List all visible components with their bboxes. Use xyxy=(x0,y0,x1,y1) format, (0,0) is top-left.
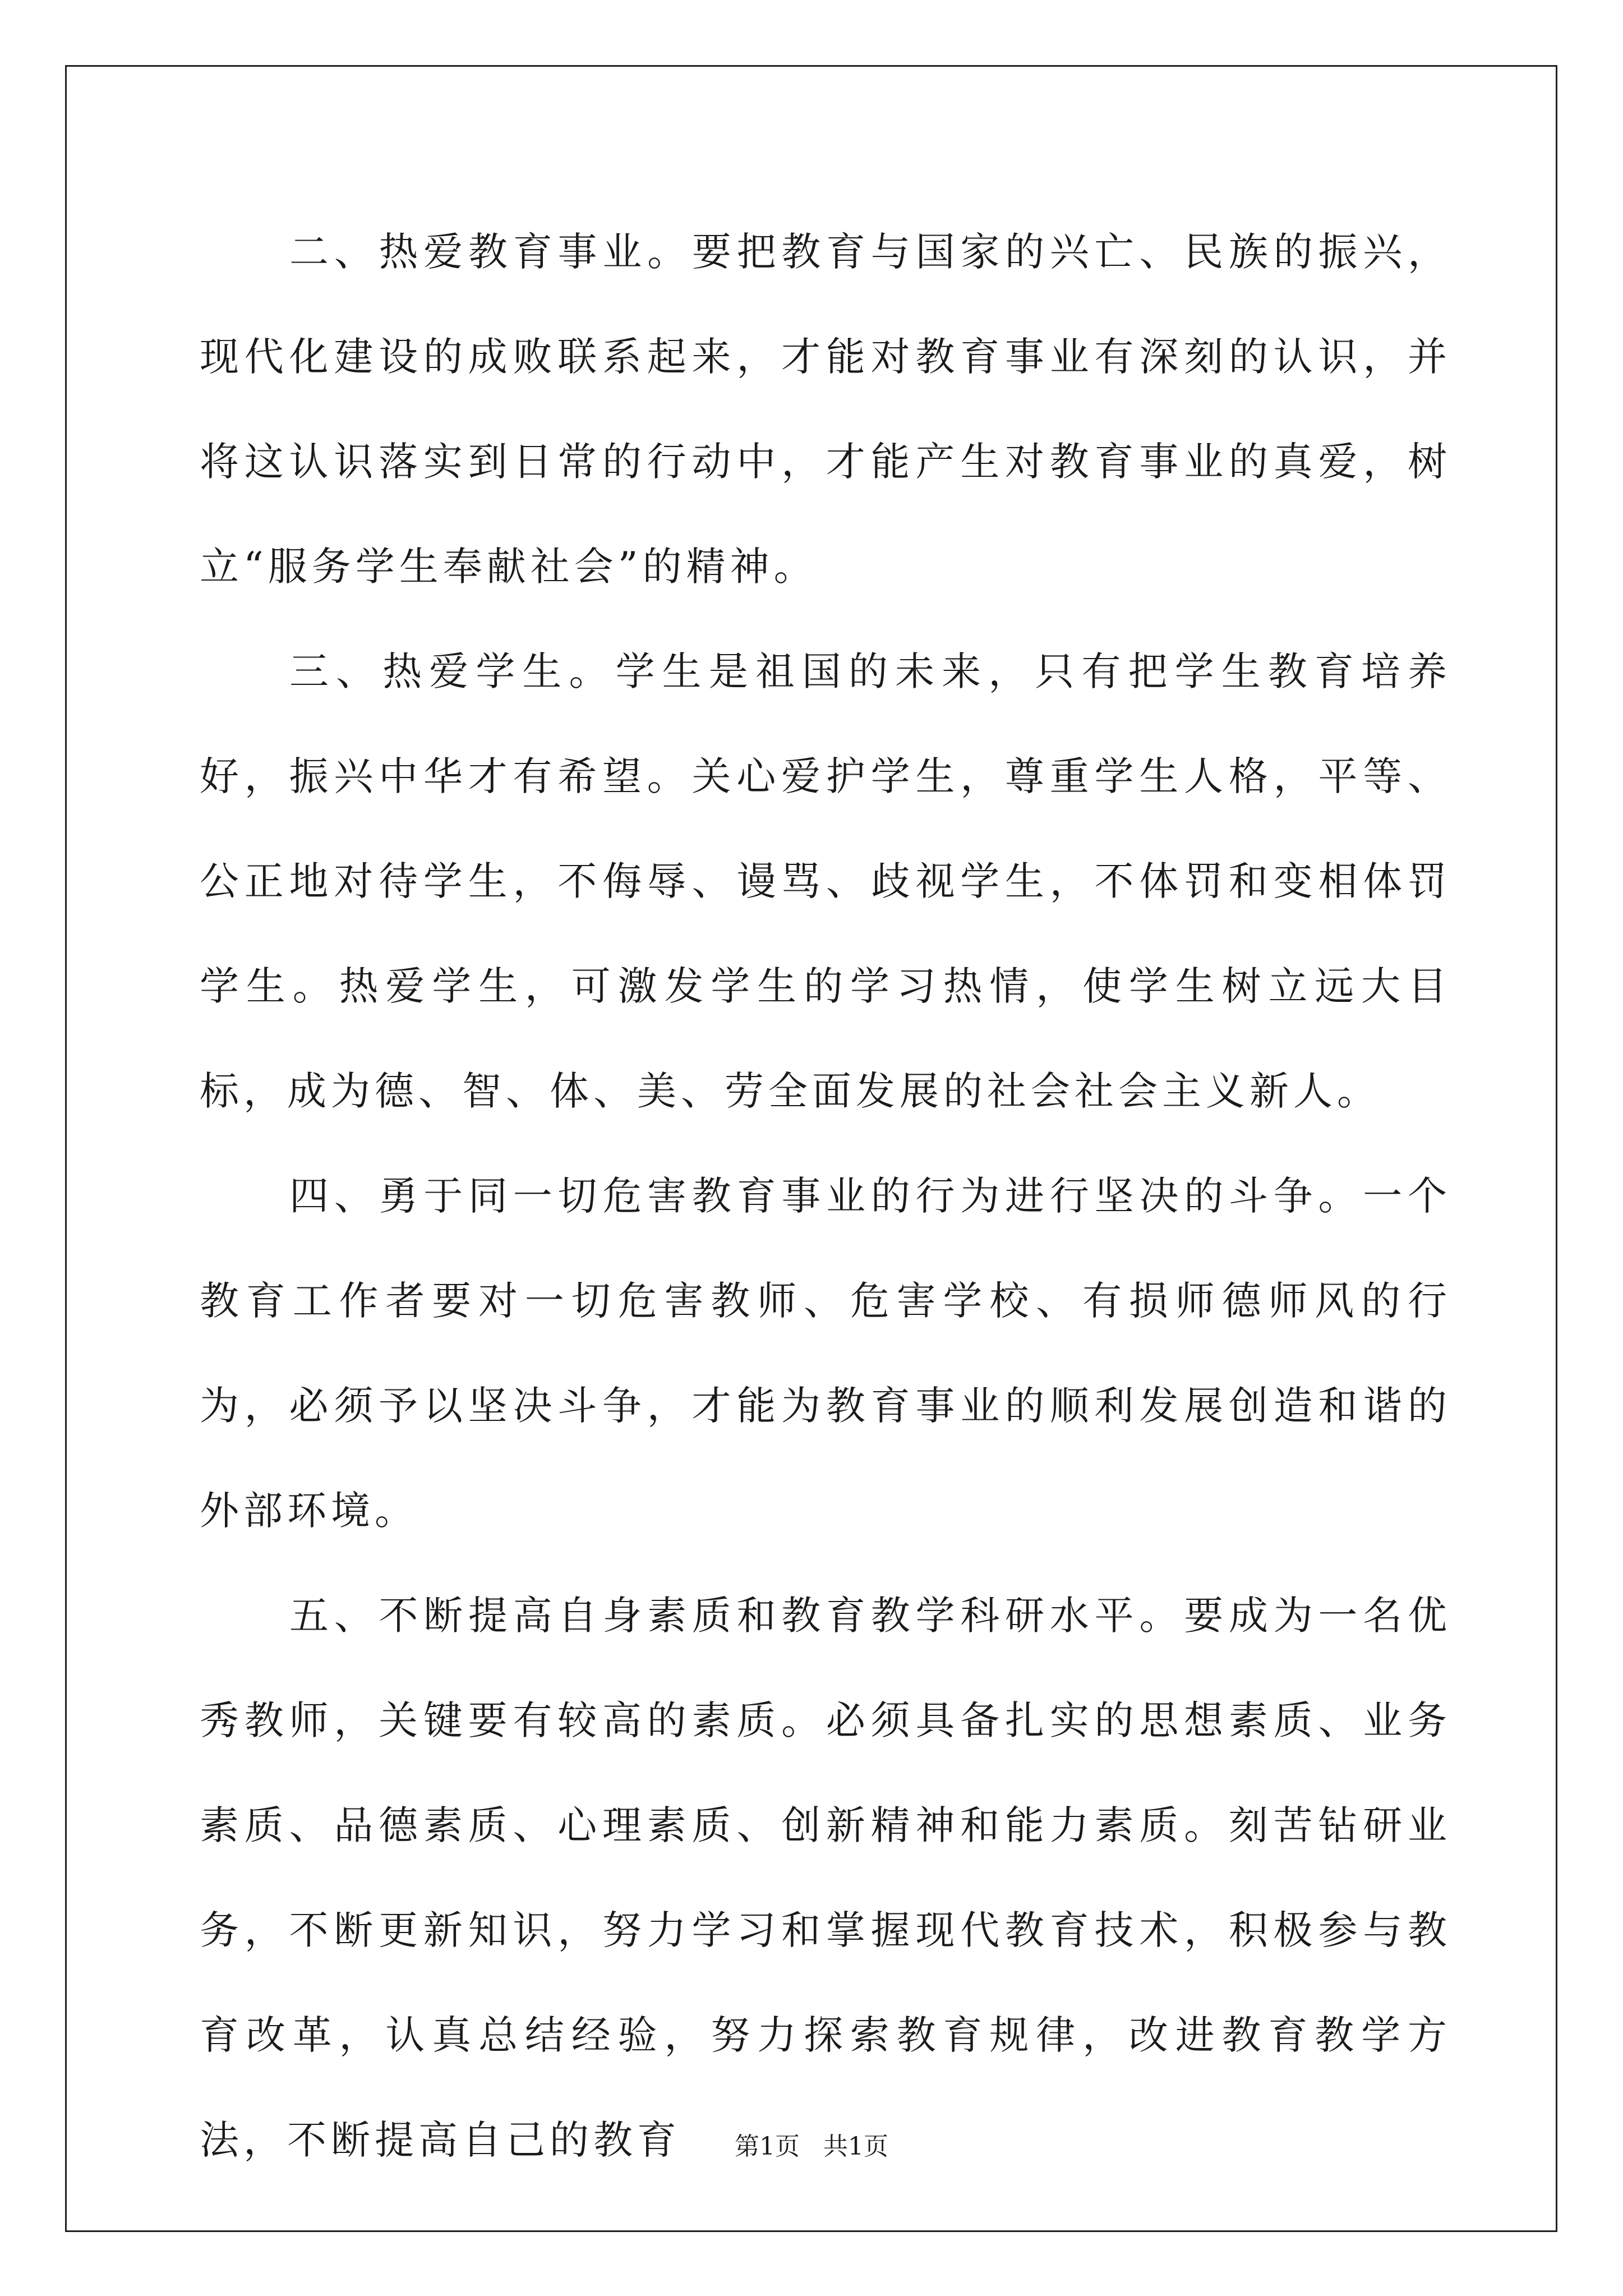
paragraph-3: 三、热爱学生。学生是祖国的未来，只有把学生教育培养好，振兴中华才有希望。关心爱护学生，尊重学生人格，平等、公正地对待学生，不侮辱、谩骂、歧视学生，不体罚和变相体罚学生。热爱学生，可激发学生的学习热情，使学生树立远大目标，成为德、智、体、美、劳全面发展的社会社会主义新人。 xyxy=(200,648,1451,1114)
paragraph-4: 四、勇于同一切危害教育事业的行为进行坚决的斗争。一个教育工作者要对一切危害教师、危害学校、有损师德师风的行为，必须予以坚决斗争，才能为教育事业的顺利发展创造和谐的外部环境。 xyxy=(200,1173,1451,1534)
paragraph-2: 二、热爱教育事业。要把教育与国家的兴亡、民族的振兴，现代化建设的成败联系起来，才能对教育事业有深刻的认识，并将这认识落实到日常的行动中，才能产生对教育事业的真爱，树立“服务学生奉献社会”的精神。 xyxy=(200,229,1451,590)
paragraph-5: 五、不断提高自身素质和教育教学科研水平。要成为一名优秀教师，关键要有较高的素质。必须具备扎实的思想素质、业务素质、品德素质、心理素质、创新精神和能力素质。刻苦钻研业务，不断更新知识，努力学习和掌握现代教育技术，积极参与教育改革，认真总结经验，努力探索教育规律，改进教育教学方法，不断提高自己的教育 xyxy=(200,1593,1451,2163)
document-body xyxy=(200,200,1451,2193)
page-number-footer: 第1页 共1页 xyxy=(735,2132,888,2161)
